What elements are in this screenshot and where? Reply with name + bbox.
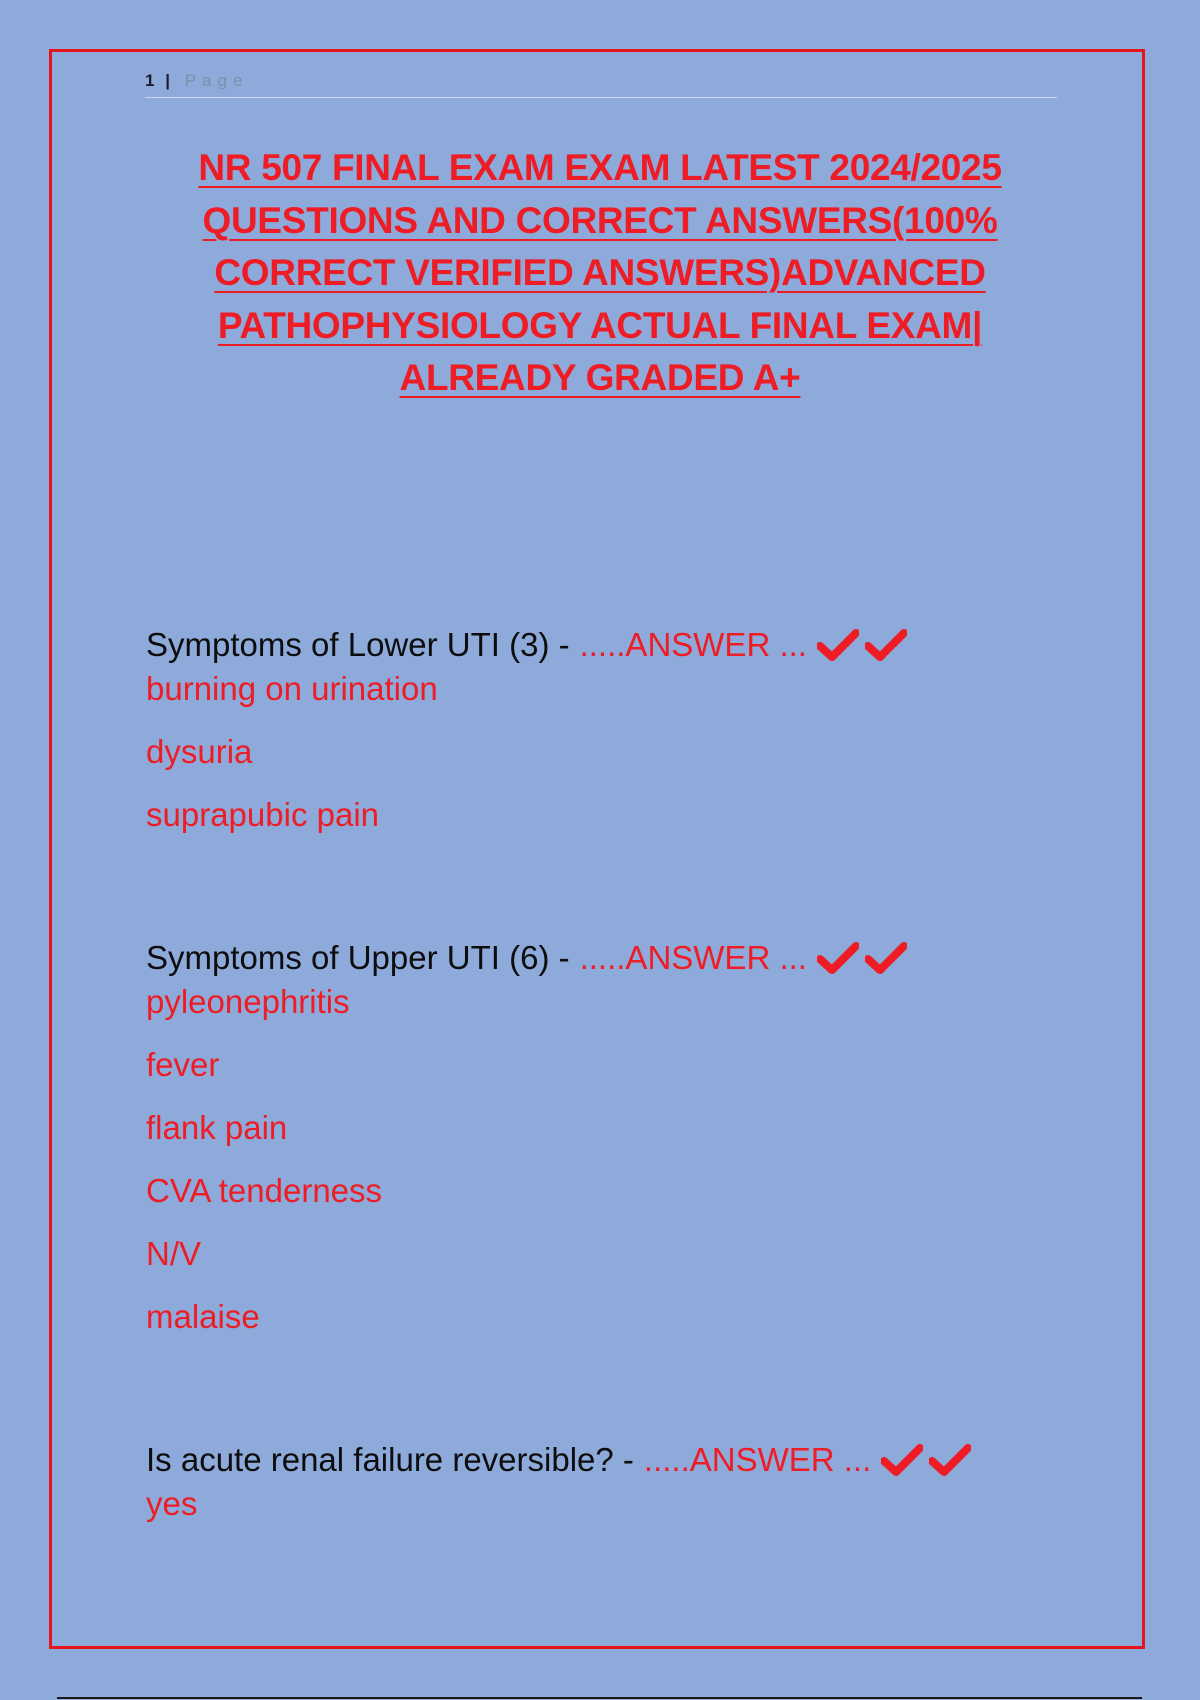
answer-item: yes: [146, 1485, 198, 1522]
answer-list: [146, 980, 1076, 1339]
answer-item: dysuria: [146, 733, 253, 770]
question-line: [146, 623, 1076, 667]
answer-item: flank pain: [146, 1109, 288, 1146]
document-title: NR 507 FINAL EXAM EXAM LATEST 2024/2025 QUESTIONS AND CORRECT ANSWERS(100% CORRECT VERIFIED ANSWERS)ADVANCED PATHOPHYSIOLOGY ACTUAL FINAL EXAM| ALREADY GRADED A+: [198, 147, 1002, 398]
answer-list: [146, 667, 1076, 837]
answer-marker: .....ANSWER ...: [579, 626, 807, 663]
page-number-label: [145, 71, 248, 91]
check-icon: [865, 628, 907, 662]
check-icon: [929, 1443, 971, 1477]
check-icon: [817, 628, 859, 662]
check-icon: [865, 941, 907, 975]
answer-item: fever: [146, 1046, 220, 1083]
page-word: Page: [184, 71, 249, 90]
answer-item: suprapubic pain: [146, 796, 379, 833]
qa-block-renal-failure: [146, 1438, 1076, 1545]
answer-item: malaise: [146, 1298, 260, 1335]
page-separator: |: [165, 71, 173, 90]
page-bottom-rule: [57, 1697, 1142, 1699]
question-text: Symptoms of Lower UTI (3) -: [146, 626, 570, 663]
answer-item: burning on urination: [146, 670, 438, 707]
answer-list: [146, 1482, 1076, 1526]
qa-block-lower-uti: [146, 623, 1076, 856]
page-header: [145, 68, 1057, 98]
answer-marker: .....ANSWER ...: [579, 939, 807, 976]
question-text: Is acute renal failure reversible? -: [146, 1441, 634, 1478]
qa-block-upper-uti: [146, 936, 1076, 1358]
answer-marker: .....ANSWER ...: [643, 1441, 872, 1478]
answer-item: pyleonephritis: [146, 983, 350, 1020]
answer-item: CVA tenderness: [146, 1172, 383, 1209]
question-text: Symptoms of Upper UTI (6) -: [146, 939, 570, 976]
page-number: 1: [145, 71, 158, 90]
question-line: [146, 1438, 1076, 1482]
question-line: [146, 936, 1076, 980]
answer-item: N/V: [146, 1235, 202, 1272]
check-icon: [881, 1443, 923, 1477]
check-icon: [817, 941, 859, 975]
